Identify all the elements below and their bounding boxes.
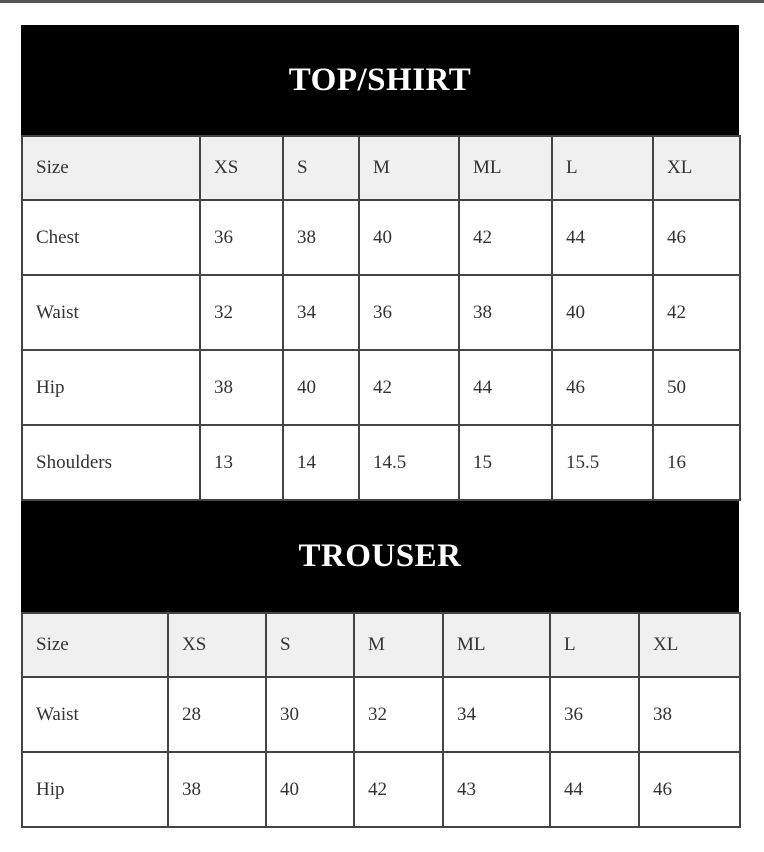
table-cell: 38: [639, 677, 740, 752]
row-label-cell: Shoulders: [22, 425, 200, 500]
size-cell-ml: ML: [459, 136, 552, 200]
row-label-cell: Size: [22, 136, 200, 200]
table-row-hip: [22, 350, 740, 425]
table-cell: 38: [459, 275, 552, 350]
trouser-title-banner: [21, 501, 739, 612]
table-cell: 42: [354, 752, 443, 827]
table-cell: 15: [459, 425, 552, 500]
table-cell: 50: [653, 350, 740, 425]
table-cell: 43: [443, 752, 550, 827]
size-cell-s: S: [266, 613, 354, 677]
table-cell: 34: [283, 275, 359, 350]
top-border-rule: [0, 0, 764, 3]
table-cell: 15.5: [552, 425, 653, 500]
table-row-hip: [22, 752, 740, 827]
table-row-chest: [22, 200, 740, 275]
row-label-cell: Hip: [22, 350, 200, 425]
top-shirt-title-banner: [21, 25, 739, 135]
top-shirt-size-table: [21, 135, 741, 501]
table-cell: 40: [266, 752, 354, 827]
table-cell: 30: [266, 677, 354, 752]
table-cell: 14.5: [359, 425, 459, 500]
table-cell: 13: [200, 425, 283, 500]
table-cell: 44: [552, 200, 653, 275]
table-row-waist: [22, 275, 740, 350]
row-label-cell: Waist: [22, 677, 168, 752]
row-label-cell: Waist: [22, 275, 200, 350]
table-header-row: [22, 136, 740, 200]
table-cell: 42: [653, 275, 740, 350]
table-cell: 36: [359, 275, 459, 350]
size-cell-m: M: [359, 136, 459, 200]
table-cell: 46: [653, 200, 740, 275]
table-cell: 34: [443, 677, 550, 752]
size-cell-xs: XS: [168, 613, 266, 677]
row-label-cell: Chest: [22, 200, 200, 275]
row-label-cell: Hip: [22, 752, 168, 827]
table-cell: 46: [639, 752, 740, 827]
table-cell: 32: [354, 677, 443, 752]
table-cell: 42: [459, 200, 552, 275]
table-cell: 38: [200, 350, 283, 425]
table-cell: 28: [168, 677, 266, 752]
table-cell: 46: [552, 350, 653, 425]
table-cell: 44: [459, 350, 552, 425]
table-cell: 44: [550, 752, 639, 827]
table-cell: 32: [200, 275, 283, 350]
size-cell-ml: ML: [443, 613, 550, 677]
table-header-row: [22, 613, 740, 677]
size-cell-m: M: [354, 613, 443, 677]
row-label-cell: Size: [22, 613, 168, 677]
table-cell: 40: [359, 200, 459, 275]
size-cell-l: L: [552, 136, 653, 200]
table-cell: 40: [283, 350, 359, 425]
trouser-size-table: [21, 612, 741, 828]
size-cell-s: S: [283, 136, 359, 200]
size-cell-l: L: [550, 613, 639, 677]
size-chart: [21, 25, 739, 828]
table-cell: 40: [552, 275, 653, 350]
trouser-title: TROUSER: [298, 538, 462, 574]
table-cell: 36: [200, 200, 283, 275]
table-cell: 38: [168, 752, 266, 827]
table-cell: 16: [653, 425, 740, 500]
table-cell: 14: [283, 425, 359, 500]
table-cell: 42: [359, 350, 459, 425]
size-cell-xl: XL: [639, 613, 740, 677]
table-cell: 36: [550, 677, 639, 752]
size-cell-xs: XS: [200, 136, 283, 200]
table-row-shoulders: [22, 425, 740, 500]
table-cell: 38: [283, 200, 359, 275]
top-shirt-title: TOP/SHIRT: [288, 61, 472, 98]
table-row-waist: [22, 677, 740, 752]
size-cell-xl: XL: [653, 136, 740, 200]
